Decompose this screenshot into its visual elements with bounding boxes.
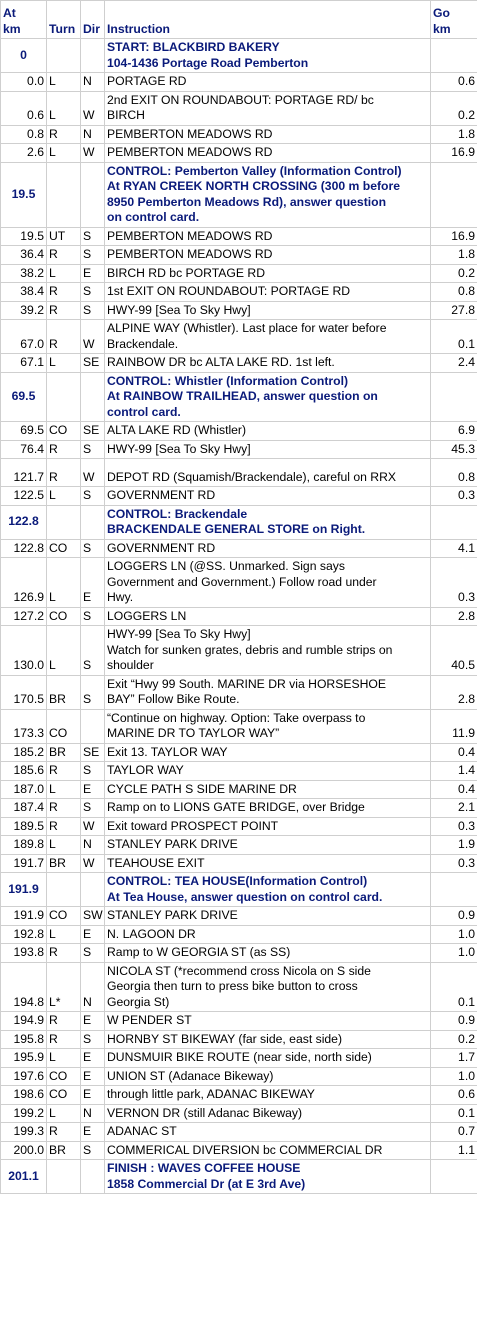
at-km-cell: 191.9 xyxy=(1,873,47,907)
at-km-cell: 38.2 xyxy=(1,264,47,283)
instruction-cell: START: BLACKBIRD BAKERY 104-1436 Portage Road Pemberton xyxy=(105,39,431,73)
table-row xyxy=(1,626,477,676)
instruction-cell: ADANAC ST xyxy=(105,1123,431,1142)
turn-cell: CO xyxy=(47,539,81,558)
turn-cell xyxy=(47,873,81,907)
dir-cell xyxy=(81,709,105,743)
turn-cell: R xyxy=(47,1123,81,1142)
go-km-cell: 0.9 xyxy=(431,907,477,926)
turn-cell: BR xyxy=(47,1141,81,1160)
control-row xyxy=(1,372,477,422)
instruction-cell: PEMBERTON MEADOWS RD xyxy=(105,246,431,265)
turn-cell: L xyxy=(47,558,81,608)
go-km-cell: 0.7 xyxy=(431,1123,477,1142)
at-km-cell: 198.6 xyxy=(1,1086,47,1105)
turn-cell: R xyxy=(47,320,81,354)
at-km-cell: 199.3 xyxy=(1,1123,47,1142)
instruction-cell: CONTROL: Whistler (Information Control) At RAINBOW TRAILHEAD, answer question on control card. xyxy=(105,372,431,422)
go-km-cell: 0.1 xyxy=(431,1104,477,1123)
go-km-cell: 1.4 xyxy=(431,762,477,781)
dir-cell: E xyxy=(81,1086,105,1105)
instruction-cell: through little park, ADANAC BIKEWAY xyxy=(105,1086,431,1105)
table-row xyxy=(1,925,477,944)
go-km-cell xyxy=(431,873,477,907)
turn-cell: L xyxy=(47,487,81,506)
table-row xyxy=(1,854,477,873)
go-km-cell: 0.6 xyxy=(431,73,477,92)
go-km-cell: 16.9 xyxy=(431,227,477,246)
turn-cell xyxy=(47,372,81,422)
instruction-cell: TEAHOUSE EXIT xyxy=(105,854,431,873)
turn-cell: L xyxy=(47,780,81,799)
instruction-cell: CONTROL: TEA HOUSE(Information Control) At Tea House, answer question on control card. xyxy=(105,873,431,907)
go-km-cell: 0.6 xyxy=(431,1086,477,1105)
instruction-cell: HWY-99 [Sea To Sky Hwy] xyxy=(105,301,431,320)
at-km-cell: 173.3 xyxy=(1,709,47,743)
instruction-cell: PEMBERTON MEADOWS RD xyxy=(105,125,431,144)
at-km-cell: 191.9 xyxy=(1,907,47,926)
dir-cell xyxy=(81,372,105,422)
at-km-cell: 19.5 xyxy=(1,162,47,227)
instruction-cell: PEMBERTON MEADOWS RD xyxy=(105,227,431,246)
turn-cell: CO xyxy=(47,907,81,926)
turn-cell xyxy=(47,505,81,539)
at-km-cell: 185.6 xyxy=(1,762,47,781)
at-km-cell: 197.6 xyxy=(1,1067,47,1086)
instruction-cell: RAINBOW DR bc ALTA LAKE RD. 1st left. xyxy=(105,354,431,373)
table-row xyxy=(1,607,477,626)
turn-cell: BR xyxy=(47,743,81,762)
table-row xyxy=(1,144,477,163)
dir-cell: E xyxy=(81,1067,105,1086)
dir-cell: W xyxy=(81,817,105,836)
turn-cell: L xyxy=(47,1049,81,1068)
instruction-cell: HWY-99 [Sea To Sky Hwy] xyxy=(105,440,431,459)
turn-cell: R xyxy=(47,944,81,963)
at-km-cell: 0 xyxy=(1,39,47,73)
dir-cell: SW xyxy=(81,907,105,926)
dir-cell: E xyxy=(81,1049,105,1068)
go-km-cell: 4.1 xyxy=(431,539,477,558)
table-row xyxy=(1,1141,477,1160)
instruction-cell: Exit “Hwy 99 South. MARINE DR via HORSESHOE BAY” Follow Bike Route. xyxy=(105,675,431,709)
instruction-cell: FINISH : WAVES COFFEE HOUSE 1858 Commercial Dr (at E 3rd Ave) xyxy=(105,1160,431,1194)
table-row xyxy=(1,709,477,743)
dir-cell: N xyxy=(81,125,105,144)
dir-cell: S xyxy=(81,944,105,963)
header-instruction: Instruction xyxy=(105,1,431,39)
at-km-cell: 189.5 xyxy=(1,817,47,836)
instruction-cell: Exit 13. TAYLOR WAY xyxy=(105,743,431,762)
turn-cell: R xyxy=(47,1012,81,1031)
at-km-cell: 67.1 xyxy=(1,354,47,373)
turn-cell: CO xyxy=(47,1067,81,1086)
at-km-cell: 193.8 xyxy=(1,944,47,963)
table-row xyxy=(1,817,477,836)
header-row xyxy=(1,1,477,39)
go-km-cell: 1.9 xyxy=(431,836,477,855)
instruction-cell: HORNBY ST BIKEWAY (far side, east side) xyxy=(105,1030,431,1049)
instruction-cell: TAYLOR WAY xyxy=(105,762,431,781)
dir-cell: S xyxy=(81,227,105,246)
instruction-cell: ALTA LAKE RD (Whistler) xyxy=(105,422,431,441)
instruction-cell: N. LAGOON DR xyxy=(105,925,431,944)
at-km-cell: 130.0 xyxy=(1,626,47,676)
dir-cell: W xyxy=(81,91,105,125)
instruction-cell: HWY-99 [Sea To Sky Hwy] Watch for sunken grates, debris and rumble strips on shoulder xyxy=(105,626,431,676)
dir-cell: S xyxy=(81,607,105,626)
instruction-cell: Ramp to W GEORGIA ST (as SS) xyxy=(105,944,431,963)
table-row xyxy=(1,780,477,799)
turn-cell: R xyxy=(47,817,81,836)
instruction-cell: CONTROL: Pemberton Valley (Information Control) At RYAN CREEK NORTH CROSSING (300 m before 8950 Pemberton Meadows Rd), answer question on control card. xyxy=(105,162,431,227)
at-km-cell: 189.8 xyxy=(1,836,47,855)
go-km-cell: 1.0 xyxy=(431,944,477,963)
table-row xyxy=(1,743,477,762)
table-row xyxy=(1,558,477,608)
at-km-cell: 195.8 xyxy=(1,1030,47,1049)
dir-cell: S xyxy=(81,1030,105,1049)
go-km-cell: 1.8 xyxy=(431,246,477,265)
dir-cell: E xyxy=(81,1123,105,1142)
at-km-cell: 170.5 xyxy=(1,675,47,709)
dir-cell: S xyxy=(81,283,105,302)
at-km-cell: 69.5 xyxy=(1,372,47,422)
at-km-cell: 36.4 xyxy=(1,246,47,265)
table-row xyxy=(1,1049,477,1068)
go-km-cell: 0.3 xyxy=(431,854,477,873)
go-km-cell: 1.1 xyxy=(431,1141,477,1160)
instruction-cell: DUNSMUIR BIKE ROUTE (near side, north side) xyxy=(105,1049,431,1068)
dir-cell: E xyxy=(81,264,105,283)
go-km-cell: 1.0 xyxy=(431,925,477,944)
go-km-cell: 2.8 xyxy=(431,675,477,709)
go-km-cell xyxy=(431,162,477,227)
turn-cell: UT xyxy=(47,227,81,246)
table-row xyxy=(1,1123,477,1142)
at-km-cell: 121.7 xyxy=(1,459,47,487)
go-km-cell xyxy=(431,39,477,73)
instruction-cell: NICOLA ST (*recommend cross Nicola on S side Georgia then turn to press bike button to cross Georgia St) xyxy=(105,962,431,1012)
turn-cell: L xyxy=(47,144,81,163)
table-row xyxy=(1,246,477,265)
go-km-cell: 0.2 xyxy=(431,1030,477,1049)
go-km-cell: 0.3 xyxy=(431,558,477,608)
go-km-cell: 1.7 xyxy=(431,1049,477,1068)
dir-cell: E xyxy=(81,1012,105,1031)
turn-cell: L xyxy=(47,1104,81,1123)
control-row xyxy=(1,39,477,73)
turn-cell: CO xyxy=(47,1086,81,1105)
turn-cell: R xyxy=(47,301,81,320)
turn-cell: L* xyxy=(47,962,81,1012)
turn-cell xyxy=(47,39,81,73)
dir-cell: S xyxy=(81,799,105,818)
header-dir: Dir xyxy=(81,1,105,39)
turn-cell: L xyxy=(47,925,81,944)
table-row xyxy=(1,320,477,354)
go-km-cell: 27.8 xyxy=(431,301,477,320)
go-km-cell: 1.0 xyxy=(431,1067,477,1086)
instruction-cell: BIRCH RD bc PORTAGE RD xyxy=(105,264,431,283)
go-km-cell: 6.9 xyxy=(431,422,477,441)
instruction-cell: GOVERNMENT RD xyxy=(105,487,431,506)
instruction-cell: 1st EXIT ON ROUNDABOUT: PORTAGE RD xyxy=(105,283,431,302)
table-row xyxy=(1,762,477,781)
dir-cell: S xyxy=(81,675,105,709)
table-row xyxy=(1,539,477,558)
turn-cell xyxy=(47,1160,81,1194)
instruction-cell: CONTROL: Brackendale BRACKENDALE GENERAL STORE on Right. xyxy=(105,505,431,539)
instruction-cell: LOGGERS LN (@SS. Unmarked. Sign says Government and Government.) Follow road under Hwy. xyxy=(105,558,431,608)
go-km-cell: 1.8 xyxy=(431,125,477,144)
at-km-cell: 199.2 xyxy=(1,1104,47,1123)
control-row xyxy=(1,505,477,539)
instruction-cell: Exit toward PROSPECT POINT xyxy=(105,817,431,836)
dir-cell: S xyxy=(81,440,105,459)
at-km-cell: 126.9 xyxy=(1,558,47,608)
instruction-cell: “Continue on highway. Option: Take overpass to MARINE DR TO TAYLOR WAY” xyxy=(105,709,431,743)
dir-cell: S xyxy=(81,626,105,676)
go-km-cell: 0.8 xyxy=(431,459,477,487)
go-km-cell: 16.9 xyxy=(431,144,477,163)
at-km-cell: 187.4 xyxy=(1,799,47,818)
instruction-cell: STANLEY PARK DRIVE xyxy=(105,836,431,855)
go-km-cell: 0.4 xyxy=(431,743,477,762)
instruction-cell: 2nd EXIT ON ROUNDABOUT: PORTAGE RD/ bc BIRCH xyxy=(105,91,431,125)
go-km-cell: 40.5 xyxy=(431,626,477,676)
instruction-cell: PEMBERTON MEADOWS RD xyxy=(105,144,431,163)
at-km-cell: 0.0 xyxy=(1,73,47,92)
turn-cell: L xyxy=(47,836,81,855)
instruction-cell: W PENDER ST xyxy=(105,1012,431,1031)
table-row xyxy=(1,354,477,373)
dir-cell: W xyxy=(81,459,105,487)
at-km-cell: 127.2 xyxy=(1,607,47,626)
turn-cell xyxy=(47,162,81,227)
header-turn: Turn xyxy=(47,1,81,39)
turn-cell: R xyxy=(47,762,81,781)
at-km-cell: 67.0 xyxy=(1,320,47,354)
table-row xyxy=(1,422,477,441)
turn-cell: BR xyxy=(47,854,81,873)
turn-cell: CO xyxy=(47,422,81,441)
turn-cell: L xyxy=(47,91,81,125)
turn-cell: R xyxy=(47,283,81,302)
control-row xyxy=(1,162,477,227)
turn-cell: R xyxy=(47,125,81,144)
turn-cell: BR xyxy=(47,675,81,709)
table-row xyxy=(1,1104,477,1123)
table-row xyxy=(1,459,477,487)
go-km-cell: 0.3 xyxy=(431,487,477,506)
instruction-cell: PORTAGE RD xyxy=(105,73,431,92)
go-km-cell xyxy=(431,1160,477,1194)
go-km-cell xyxy=(431,372,477,422)
at-km-cell: 2.6 xyxy=(1,144,47,163)
go-km-cell: 0.1 xyxy=(431,320,477,354)
table-row xyxy=(1,799,477,818)
turn-cell: CO xyxy=(47,607,81,626)
go-km-cell: 11.9 xyxy=(431,709,477,743)
go-km-cell: 0.3 xyxy=(431,817,477,836)
dir-cell: N xyxy=(81,1104,105,1123)
instruction-cell: Ramp on to LIONS GATE BRIDGE, over Bridge xyxy=(105,799,431,818)
go-km-cell: 0.4 xyxy=(431,780,477,799)
table-row xyxy=(1,1067,477,1086)
at-km-cell: 69.5 xyxy=(1,422,47,441)
at-km-cell: 200.0 xyxy=(1,1141,47,1160)
table-row xyxy=(1,675,477,709)
turn-cell: L xyxy=(47,626,81,676)
turn-cell: L xyxy=(47,354,81,373)
control-row xyxy=(1,1160,477,1194)
turn-cell: L xyxy=(47,73,81,92)
dir-cell: S xyxy=(81,301,105,320)
at-km-cell: 38.4 xyxy=(1,283,47,302)
dir-cell xyxy=(81,505,105,539)
dir-cell: E xyxy=(81,558,105,608)
instruction-cell: CYCLE PATH S SIDE MARINE DR xyxy=(105,780,431,799)
go-km-cell: 2.8 xyxy=(431,607,477,626)
dir-cell xyxy=(81,39,105,73)
table-row xyxy=(1,487,477,506)
at-km-cell: 185.2 xyxy=(1,743,47,762)
table-row xyxy=(1,1012,477,1031)
dir-cell xyxy=(81,873,105,907)
table-row xyxy=(1,944,477,963)
table-row xyxy=(1,907,477,926)
dir-cell: W xyxy=(81,854,105,873)
go-km-cell xyxy=(431,505,477,539)
table-row xyxy=(1,227,477,246)
go-km-cell: 0.2 xyxy=(431,91,477,125)
at-km-cell: 122.5 xyxy=(1,487,47,506)
turn-cell: R xyxy=(47,1030,81,1049)
turn-cell: R xyxy=(47,246,81,265)
dir-cell: S xyxy=(81,246,105,265)
dir-cell: S xyxy=(81,762,105,781)
instruction-cell: STANLEY PARK DRIVE xyxy=(105,907,431,926)
at-km-cell: 0.8 xyxy=(1,125,47,144)
dir-cell: SE xyxy=(81,743,105,762)
table-row xyxy=(1,1086,477,1105)
go-km-cell: 0.8 xyxy=(431,283,477,302)
dir-cell xyxy=(81,162,105,227)
dir-cell: W xyxy=(81,144,105,163)
go-km-cell: 2.4 xyxy=(431,354,477,373)
go-km-cell: 0.2 xyxy=(431,264,477,283)
dir-cell: SE xyxy=(81,422,105,441)
dir-cell: N xyxy=(81,962,105,1012)
at-km-cell: 0.6 xyxy=(1,91,47,125)
at-km-cell: 195.9 xyxy=(1,1049,47,1068)
header-at-km: At km xyxy=(1,1,47,39)
at-km-cell: 122.8 xyxy=(1,539,47,558)
at-km-cell: 201.1 xyxy=(1,1160,47,1194)
turn-cell: L xyxy=(47,264,81,283)
turn-cell: R xyxy=(47,440,81,459)
at-km-cell: 19.5 xyxy=(1,227,47,246)
table-row xyxy=(1,1030,477,1049)
table-row xyxy=(1,264,477,283)
dir-cell: S xyxy=(81,487,105,506)
instruction-cell: LOGGERS LN xyxy=(105,607,431,626)
instruction-cell: COMMERICAL DIVERSION bc COMMERCIAL DR xyxy=(105,1141,431,1160)
at-km-cell: 76.4 xyxy=(1,440,47,459)
turn-cell: R xyxy=(47,799,81,818)
dir-cell: N xyxy=(81,73,105,92)
at-km-cell: 192.8 xyxy=(1,925,47,944)
turn-cell: CO xyxy=(47,709,81,743)
instruction-cell: ALPINE WAY (Whistler). Last place for water before Brackendale. xyxy=(105,320,431,354)
table-row xyxy=(1,440,477,459)
dir-cell: S xyxy=(81,539,105,558)
at-km-cell: 39.2 xyxy=(1,301,47,320)
go-km-cell: 0.1 xyxy=(431,962,477,1012)
table-row xyxy=(1,301,477,320)
table-row xyxy=(1,91,477,125)
table-row xyxy=(1,125,477,144)
at-km-cell: 194.9 xyxy=(1,1012,47,1031)
at-km-cell: 187.0 xyxy=(1,780,47,799)
header-go-km: Go km xyxy=(431,1,477,39)
turn-cell: R xyxy=(47,459,81,487)
go-km-cell: 45.3 xyxy=(431,440,477,459)
dir-cell: W xyxy=(81,320,105,354)
table-row xyxy=(1,283,477,302)
at-km-cell: 191.7 xyxy=(1,854,47,873)
go-km-cell: 0.9 xyxy=(431,1012,477,1031)
at-km-cell: 122.8 xyxy=(1,505,47,539)
dir-cell: S xyxy=(81,1141,105,1160)
dir-cell xyxy=(81,1160,105,1194)
instruction-cell: UNION ST (Adanace Bikeway) xyxy=(105,1067,431,1086)
table-row xyxy=(1,73,477,92)
table-row xyxy=(1,836,477,855)
dir-cell: E xyxy=(81,780,105,799)
instruction-cell: DEPOT RD (Squamish/Brackendale), careful on RRX xyxy=(105,459,431,487)
dir-cell: E xyxy=(81,925,105,944)
cue-rows xyxy=(1,39,477,1194)
dir-cell: SE xyxy=(81,354,105,373)
instruction-cell: GOVERNMENT RD xyxy=(105,539,431,558)
control-row xyxy=(1,873,477,907)
table-row xyxy=(1,962,477,1012)
dir-cell: N xyxy=(81,836,105,855)
at-km-cell: 194.8 xyxy=(1,962,47,1012)
go-km-cell: 2.1 xyxy=(431,799,477,818)
instruction-cell: VERNON DR (still Adanac Bikeway) xyxy=(105,1104,431,1123)
